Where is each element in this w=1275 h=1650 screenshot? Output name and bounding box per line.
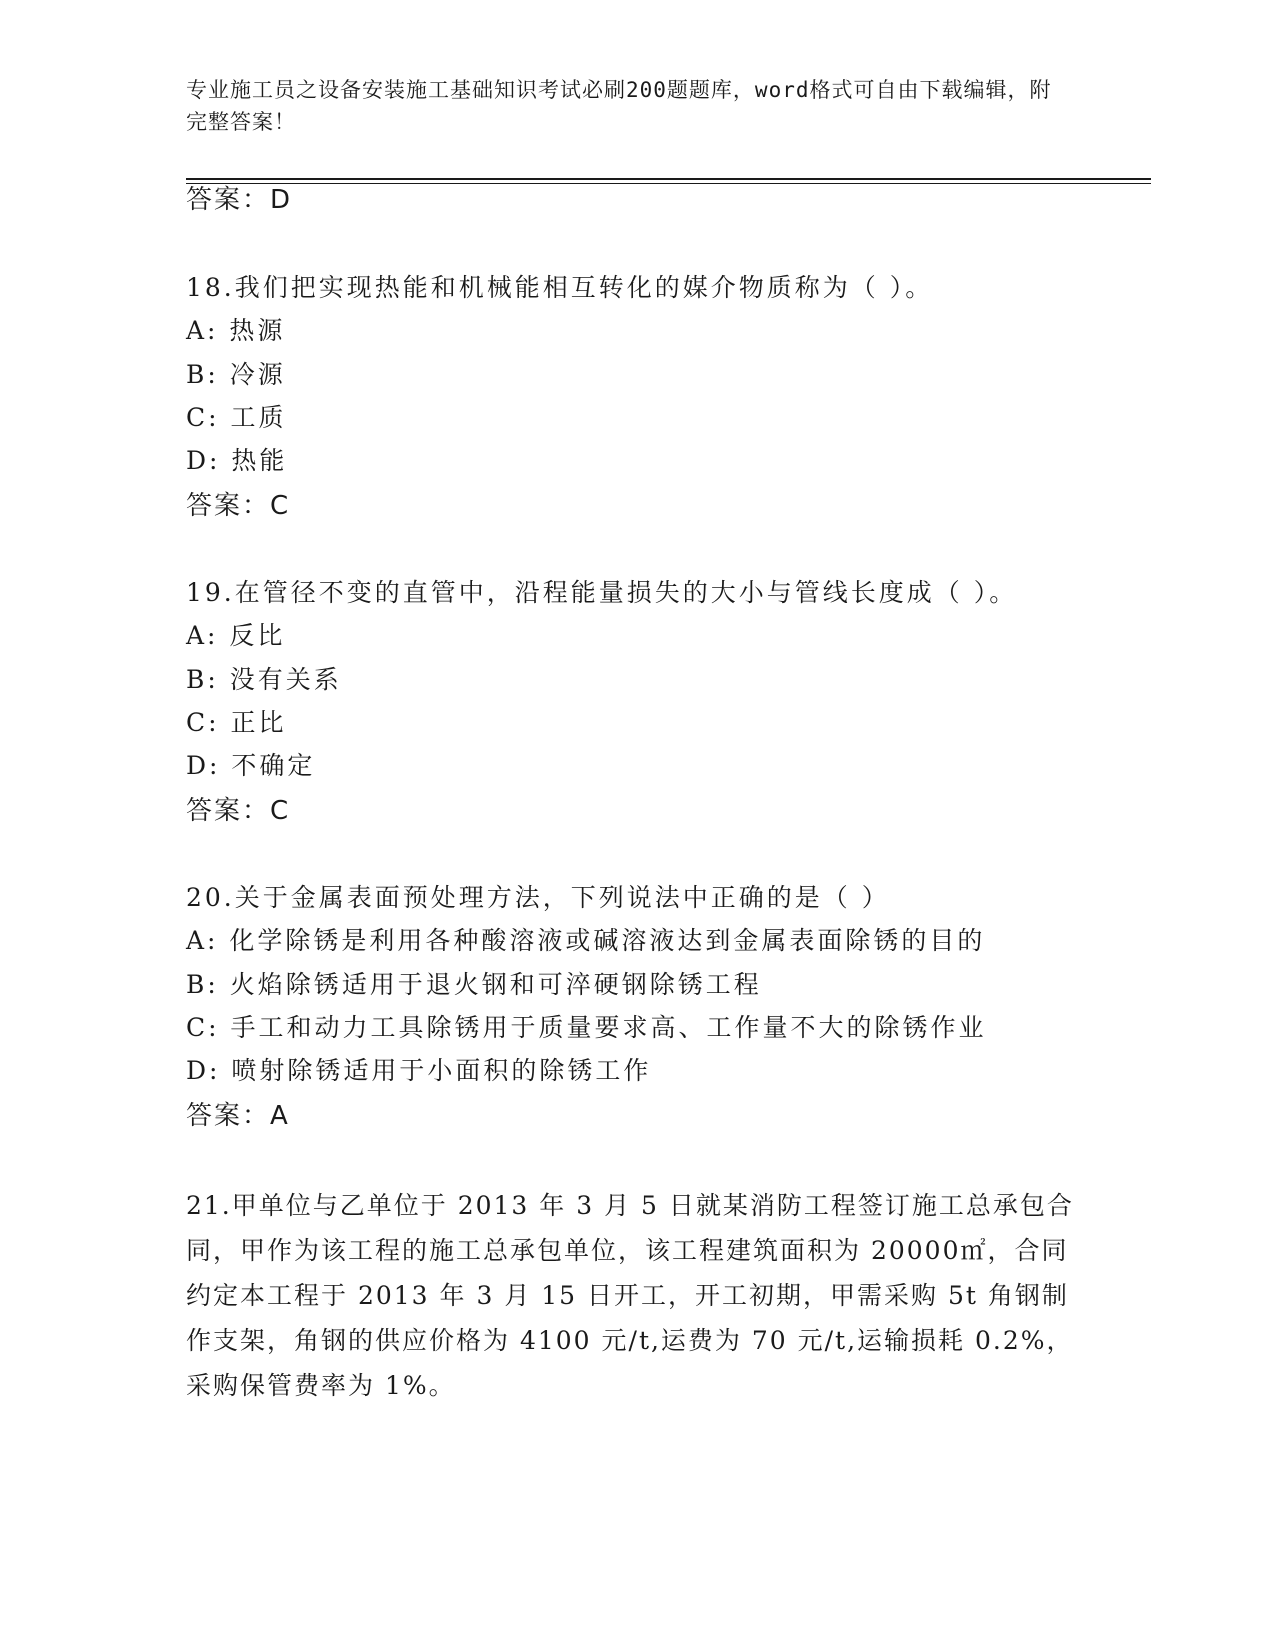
option-a: A: 反比 bbox=[186, 621, 286, 650]
option-a: A: 化学除锈是利用各种酸溶液或碱溶液达到金属表面除锈的目的 bbox=[186, 926, 986, 955]
answer: 答案：C bbox=[186, 491, 291, 521]
question-stem: 20.关于金属表面预处理方法，下列说法中正确的是（ ） bbox=[186, 883, 890, 912]
option-d: D: 热能 bbox=[186, 446, 288, 475]
question-stem: 18.我们把实现热能和机械能相互转化的媒介物质称为（ ）。 bbox=[186, 273, 934, 302]
option-b: B: 冷源 bbox=[186, 360, 286, 389]
option-c: C: 工质 bbox=[186, 403, 287, 432]
answer: 答案：C bbox=[186, 796, 291, 826]
option-b: B: 没有关系 bbox=[186, 665, 342, 694]
option-c: C: 正比 bbox=[186, 708, 287, 737]
answer: 答案：A bbox=[186, 1101, 290, 1131]
option-a: A: 热源 bbox=[186, 316, 286, 345]
option-d: D: 不确定 bbox=[186, 751, 316, 780]
option-c: C: 手工和动力工具除锈用于质量要求高、工作量不大的除锈作业 bbox=[186, 1013, 987, 1042]
header-divider-thick bbox=[186, 178, 1151, 180]
document-header: 专业施工员之设备安装施工基础知识考试必刷200题题库，word格式可自由下载编辑，附完整答案！ bbox=[186, 78, 1052, 134]
header-divider-thin bbox=[186, 183, 1151, 184]
answer-17: 答案：D bbox=[186, 185, 293, 215]
option-d: D: 喷射除锈适用于小面积的除锈工作 bbox=[186, 1056, 652, 1085]
option-b: B: 火焰除锈适用于退火钢和可淬硬钢除锈工程 bbox=[186, 970, 762, 999]
question-stem: 21.甲单位与乙单位于 2013 年 3 月 5 日就某消防工程签订施工总承包合同，甲作为该工程的施工总承包单位，该工程建筑面积为 20000㎡，合同约定本工程于 2013 年 3 月 15 日开工，开工初期，甲需采购 5t 角钢制作支架，角钢的供应价格为 4100 元/t,运费为 70 元/t,运输损耗 0.2%，采购保管费率为 1%。 bbox=[186, 1191, 1074, 1400]
question-stem: 19.在管径不变的直管中，沿程能量损失的大小与管线长度成（ ）。 bbox=[186, 578, 1018, 607]
